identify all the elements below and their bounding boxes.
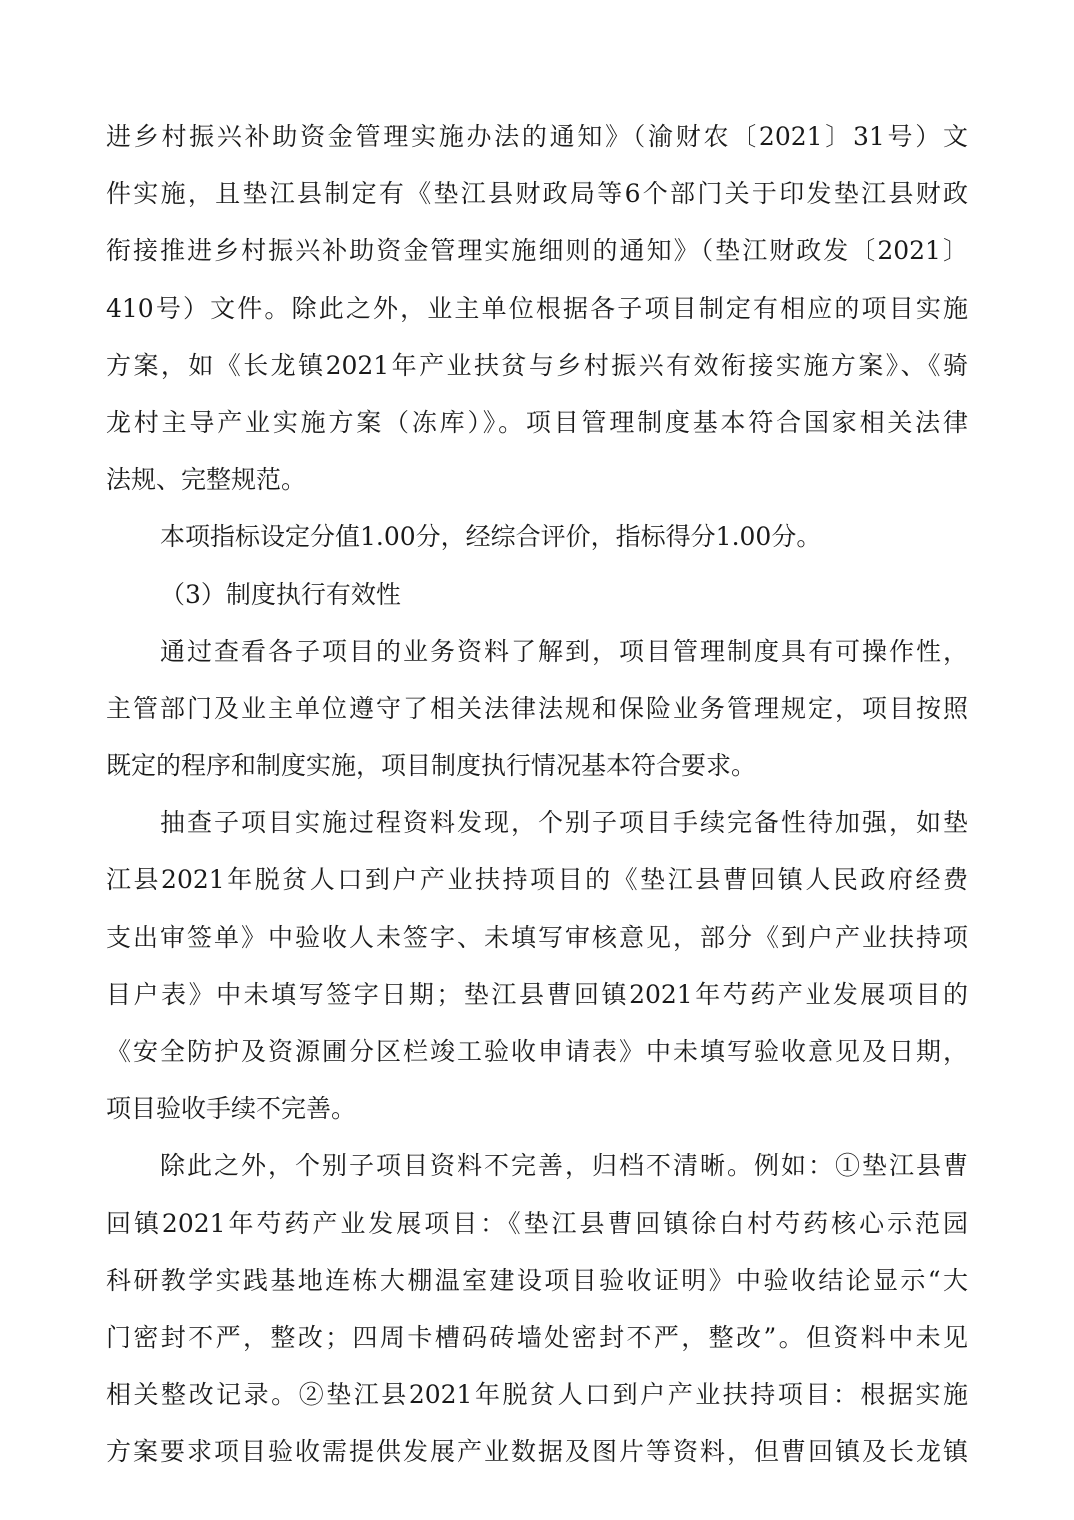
text-line: 通过查看各子项目的业务资料了解到，项目管理制度具有可操作性， xyxy=(160,636,968,666)
text-line: 相关整改记录。②垫江县2021年脱贫人口到户产业扶持项目：根据实施 xyxy=(106,1380,968,1410)
text-line: 门密封不严，整改；四周卡槽码砖墙处密封不严，整改”。但资料中未见 xyxy=(106,1322,968,1352)
text-line: （3）制度执行有效性 xyxy=(160,579,401,609)
text-line: 方案，如《长龙镇2021年产业扶贫与乡村振兴有效衔接实施方案》、《骑 xyxy=(106,350,968,380)
text-line: 主管部门及业主单位遵守了相关法律法规和保险业务管理规定，项目按照 xyxy=(106,693,968,723)
text-line: 本项指标设定分值1.00分，经综合评价，指标得分1.00分。 xyxy=(160,522,822,552)
text-line: 衔接推进乡村振兴补助资金管理实施细则的通知》（垫江财政发〔2021〕 xyxy=(106,236,968,266)
text-line: 除此之外，个别子项目资料不完善，归档不清晰。例如：①垫江县曹 xyxy=(160,1151,968,1181)
body-text xyxy=(106,108,968,1481)
text-line: 支出审签单》中验收人未签字、未填写审核意见，部分《到户产业扶持项 xyxy=(106,922,968,952)
text-line: 龙村主导产业实施方案（冻库）》。项目管理制度基本符合国家相关法律 xyxy=(106,407,968,437)
text-line: 科研教学实践基地连栋大棚温室建设项目验收证明》中验收结论显示“大 xyxy=(106,1265,968,1295)
text-line: 目户表》中未填写签字日期；垫江县曹回镇2021年芍药产业发展项目的 xyxy=(106,979,968,1009)
text-line: 既定的程序和制度实施，项目制度执行情况基本符合要求。 xyxy=(106,751,757,781)
text-line: 方案要求项目验收需提供发展产业数据及图片等资料，但曹回镇及长龙镇 xyxy=(106,1437,968,1467)
text-line: 410号）文件。除此之外，业主单位根据各子项目制定有相应的项目实施 xyxy=(106,293,968,323)
text-line: 项目验收手续不完善。 xyxy=(106,1094,357,1124)
text-line: 进乡村振兴补助资金管理实施办法的通知》（渝财农〔2021〕31号）文 xyxy=(106,122,968,151)
text-line: 回镇2021年芍药产业发展项目：《垫江县曹回镇徐白村芍药核心示范园 xyxy=(106,1208,968,1238)
text-line: 抽查子项目实施过程资料发现，个别子项目手续完备性待加强，如垫 xyxy=(160,808,968,838)
text-line: 《安全防护及资源圃分区栏竣工验收申请表》中未填写验收意见及日期， xyxy=(106,1037,968,1066)
text-line: 江县2021年脱贫人口到户产业扶持项目的《垫江县曹回镇人民政府经费 xyxy=(106,865,968,895)
text-line: 法规、完整规范。 xyxy=(106,465,307,495)
text-line: 件实施，且垫江县制定有《垫江县财政局等6个部门关于印发垫江县财政 xyxy=(106,179,968,209)
